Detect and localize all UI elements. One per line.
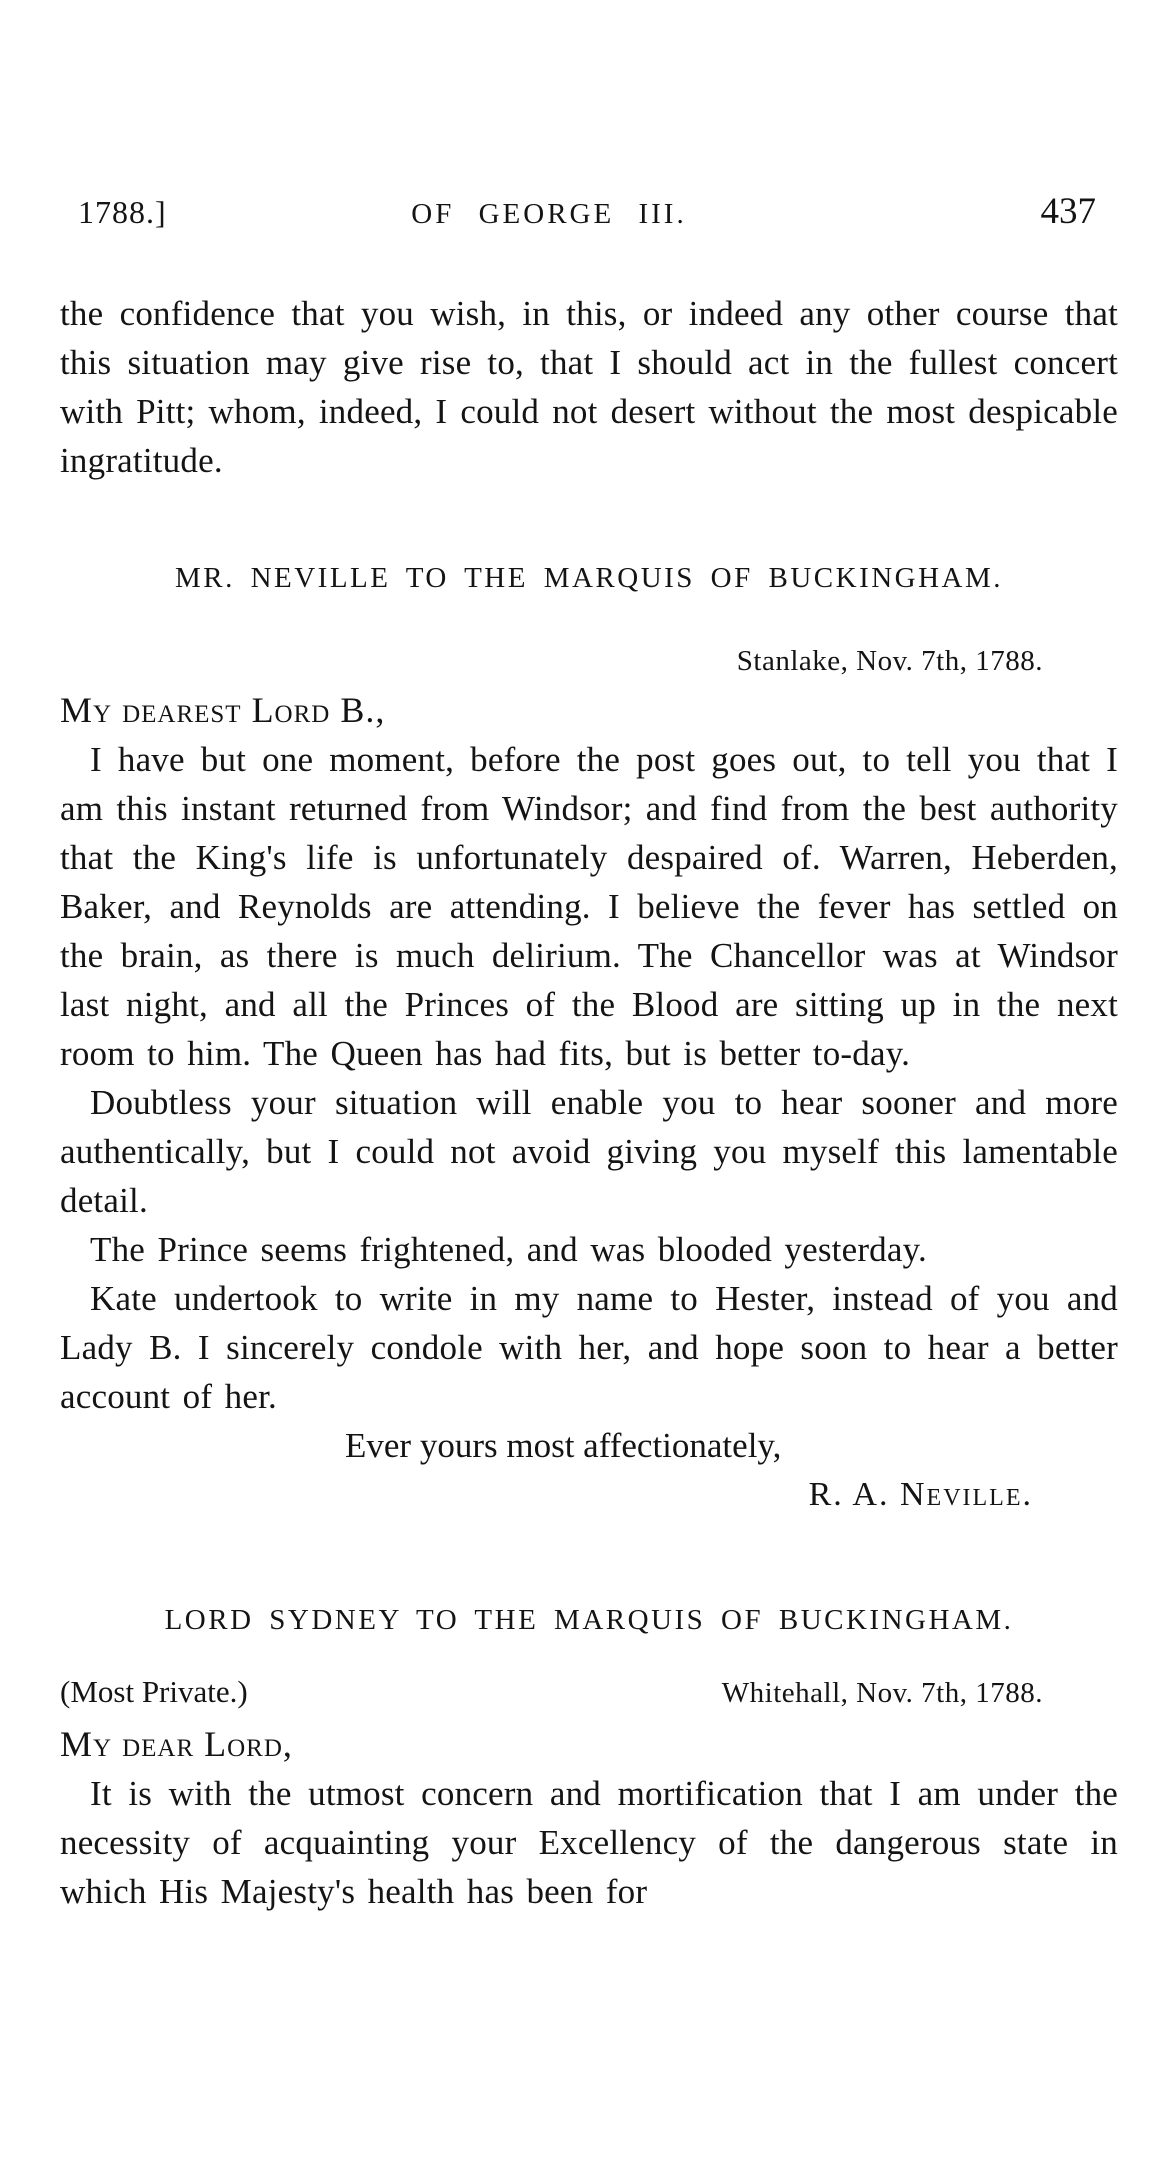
intro-paragraph: the confidence that you wish, in this, or indeed any other course that this situation may give rise to, that I should act in the fullest concert with Pitt; whom, indeed, I could not desert without the most despicable ingratitude. <box>60 294 1118 480</box>
letter-sydney <box>60 1599 1118 1916</box>
header-title: OF GEORGE III. <box>411 198 687 230</box>
dateline-row <box>60 1671 1118 1714</box>
running-header <box>60 190 1118 232</box>
letter-dateline: Whitehall, Nov. 7th, 1788. <box>721 1677 1043 1709</box>
letter-signature: R. A. Neville. <box>808 1476 1033 1513</box>
letter-heading: LORD SYDNEY TO THE MARQUIS OF BUCKINGHAM. <box>164 1604 1014 1636</box>
letter-salutation: My dearest Lord B., <box>60 690 386 730</box>
letter-paragraph: The Prince seems frightened, and was blooded yesterday. <box>90 1230 927 1269</box>
letter-paragraph: It is with the utmost concern and mortification that I am under the necessity of acquainting your Excellency of the dangerous state in which His Majesty's health has been for <box>60 1774 1118 1911</box>
private-note: (Most Private.) <box>60 1674 248 1709</box>
letter-salutation: My dear Lord, <box>60 1724 293 1764</box>
letter-paragraph: Doubtless your situation will enable you to hear sooner and more authentically, but I could not avoid giving you myself this lamentable detail. <box>60 1083 1118 1220</box>
letter-paragraph: Kate undertook to write in my name to Hester, instead of you and Lady B. I sincerely condole with her, and hope soon to hear a better account of her. <box>60 1279 1118 1416</box>
letter-dateline: Stanlake, Nov. 7th, 1788. <box>736 645 1043 677</box>
letter-neville <box>60 557 1118 1519</box>
letter-paragraph: I have but one moment, before the post goes out, to tell you that I am this instant returned from Windsor; and find from the best authority that the King's life is unfortunately despaired of. Warren, Heberden, Baker, and Reynolds are attending. I believe the fever has settled on the brain, as there is much delirium. The Chancellor was at Windsor last night, and all the Princes of the Blood are sitting up in the next room to him. The Queen has had fits, but is better to-day. <box>60 740 1118 1073</box>
letter-valediction: Ever yours most affectionately, <box>345 1426 782 1465</box>
header-page-number: 437 <box>1040 191 1096 232</box>
letter-heading: MR. NEVILLE TO THE MARQUIS OF BUCKINGHAM. <box>174 562 1004 594</box>
header-year: 1788.] <box>78 194 167 230</box>
dateline-row <box>60 640 1118 682</box>
